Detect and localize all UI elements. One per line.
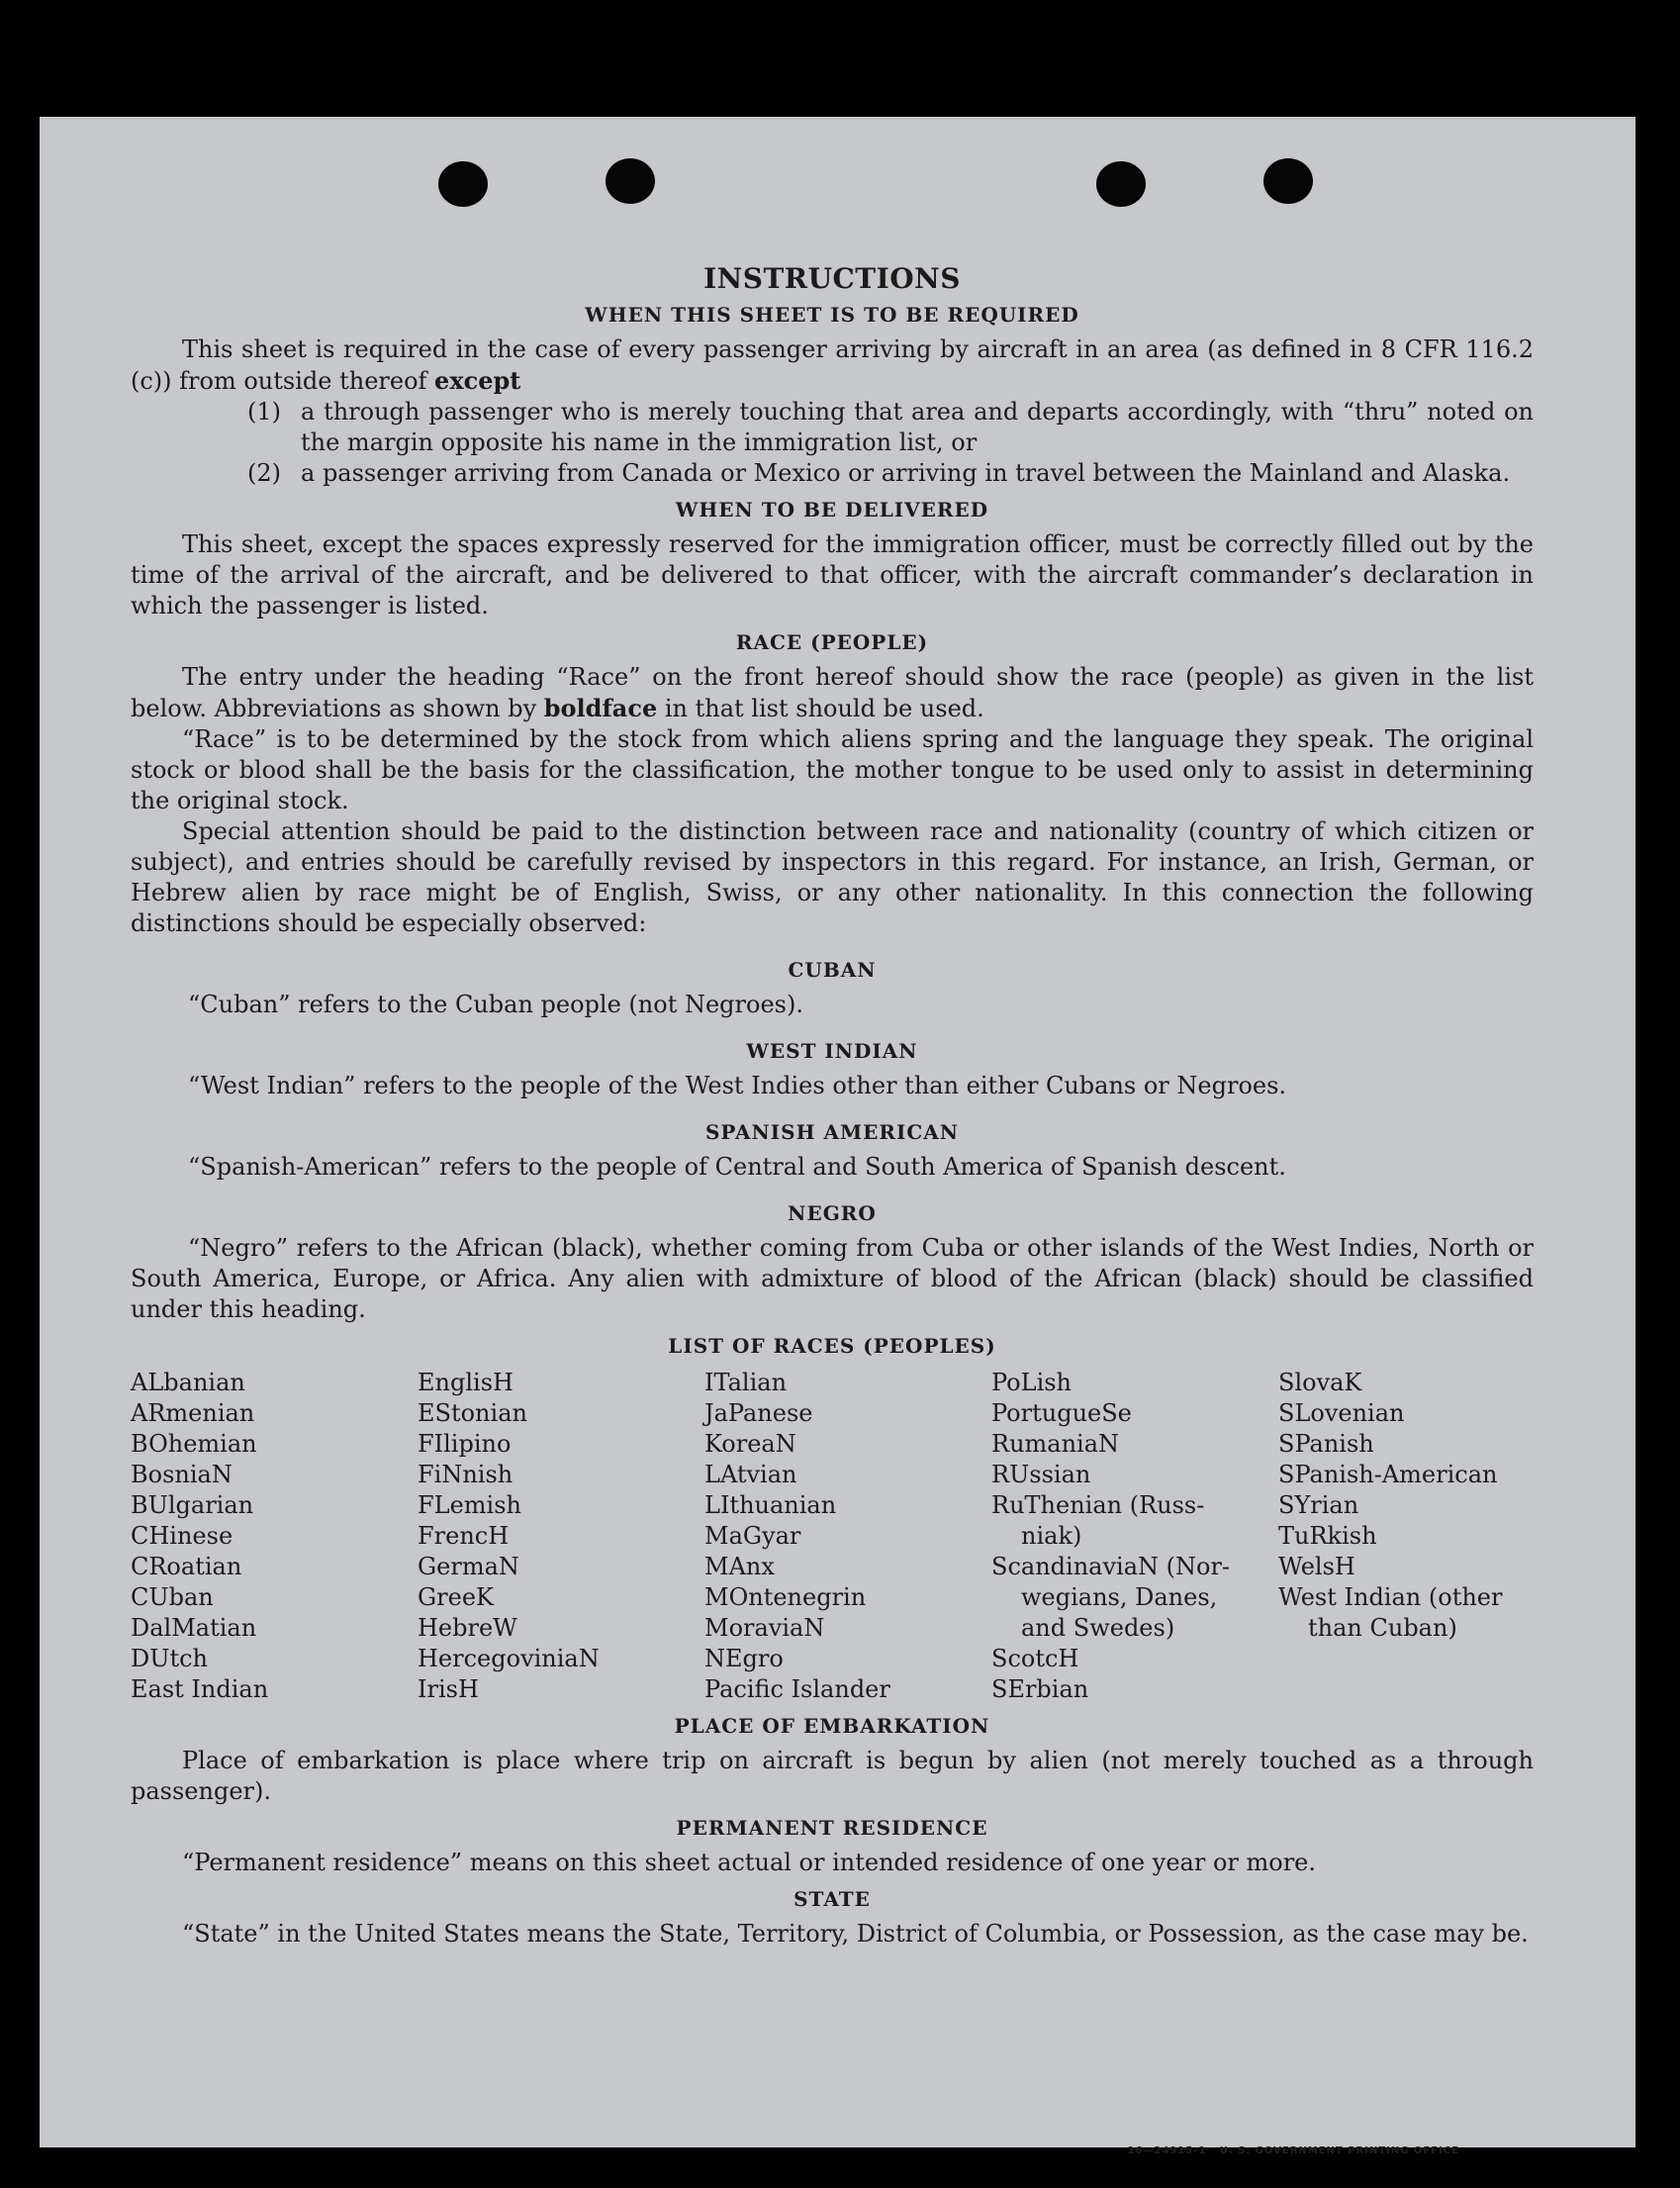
- race-entry: MaGyar: [704, 1522, 801, 1550]
- section-heading-race: RACE (PEOPLE): [735, 630, 929, 654]
- race-entry: ITalian: [704, 1369, 788, 1396]
- race-entry: BUlgarian: [131, 1491, 254, 1519]
- race-entry: GermaN: [418, 1553, 519, 1580]
- section-heading-residence: PERMANENT RESIDENCE: [676, 1816, 988, 1840]
- section-heading-west-indian: WEST INDIAN: [746, 1039, 918, 1063]
- races-list: [131, 1368, 1534, 1705]
- races-column: [1278, 1368, 1534, 1705]
- race-entry: SLovenian: [1278, 1399, 1405, 1427]
- section-heading-embarkation: PLACE OF EMBARKATION: [674, 1714, 990, 1738]
- race-entry: DUtch: [131, 1645, 209, 1672]
- race-entry: BOhemian: [131, 1430, 257, 1458]
- race-entry: MoraviaN: [704, 1614, 825, 1642]
- races-column: [991, 1368, 1278, 1705]
- race-entry: GreeK: [418, 1583, 494, 1611]
- race-entry: WelsH: [1278, 1553, 1355, 1580]
- race-entry: IrisH: [418, 1675, 479, 1703]
- races-column: [418, 1368, 704, 1705]
- section-heading-required: WHEN THIS SHEET IS TO BE REQUIRED: [585, 303, 1079, 327]
- section-heading-delivered: WHEN TO BE DELIVERED: [675, 498, 989, 522]
- race-entry: LAtvian: [704, 1461, 797, 1488]
- race-entry: HercegoviniaN: [418, 1645, 600, 1672]
- race-entry-continued: and Swedes): [1021, 1614, 1175, 1642]
- race-entry: SPanish: [1278, 1430, 1374, 1458]
- race-entry: JaPanese: [704, 1399, 813, 1427]
- printer-imprint: 16—24915-1 U. S. GOVERNMENT PRINTING OFFICE: [1127, 2145, 1459, 2156]
- race-paragraph: “Race” is to be determined by the stock from which aliens spring and the language they speak. The original stock or blood shall be the basis for the classification, the mother tongue to be used only to assist in determining the original stock.: [131, 725, 1534, 814]
- race-entry: ARmenian: [131, 1399, 255, 1427]
- races-column: [131, 1368, 418, 1705]
- cuban-text: “Cuban” refers to the Cuban people (not Negroes).: [188, 991, 803, 1018]
- section-heading-negro: NEGRO: [788, 1201, 877, 1225]
- race-entry: FrencH: [418, 1522, 510, 1550]
- race-entry: SlovaK: [1278, 1369, 1362, 1396]
- race-entry: ScotcH: [991, 1645, 1079, 1672]
- section-heading-races-list: LIST OF RACES (PEOPLES): [668, 1334, 996, 1358]
- residence-text: “Permanent residence” means on this sheet actual or intended residence of one year or more.: [182, 1849, 1316, 1876]
- race-entry-continued: niak): [1021, 1522, 1082, 1550]
- required-intro: This sheet is required in the case of every passenger arriving by aircraft in an area (as defined in 8 CFR 116.2 (c)) from outside thereof except: [131, 335, 1534, 395]
- punch-hole: [1263, 158, 1313, 204]
- race-entry: FiNnish: [418, 1461, 513, 1488]
- race-entry: FLemish: [418, 1491, 521, 1519]
- race-entry: West Indian (other: [1278, 1583, 1503, 1611]
- page-title: INSTRUCTIONS: [703, 262, 961, 295]
- race-entry: PoLish: [991, 1369, 1073, 1396]
- race-entry: East Indian: [131, 1675, 269, 1703]
- race-entry: CUban: [131, 1583, 214, 1611]
- state-text: “State” in the United States means the State, Territory, District of Columbia, or Possession, as the case may be.: [182, 1920, 1529, 1948]
- race-entry: CRoatian: [131, 1553, 242, 1580]
- race-entry: HebreW: [418, 1614, 517, 1642]
- negro-text: “Negro” refers to the African (black), whether coming from Cuba or other islands of the West Indies, North or South America, Europe, or Africa. Any alien with admixture of blood of the African (black) should be classified under this heading.: [131, 1234, 1534, 1323]
- delivered-text: This sheet, except the spaces expressly reserved for the immigration officer, must be correctly filled out by the time of the arrival of the aircraft, and be delivered to that officer, with the aircraft commander’s declaration in which the passenger is listed.: [131, 530, 1534, 619]
- race-entry-continued: than Cuban): [1308, 1614, 1457, 1642]
- punch-hole: [1096, 161, 1146, 207]
- race-entry: FIlipino: [418, 1430, 512, 1458]
- race-entry: RUssian: [991, 1461, 1091, 1488]
- race-paragraph: The entry under the heading “Race” on the front hereof should show the race (people) as given in the list below. Abbreviations as shown by boldface in that list should be used.: [131, 663, 1534, 722]
- race-entry: SYrian: [1278, 1491, 1359, 1519]
- instructions-content: [131, 263, 1534, 1950]
- race-entry: EnglisH: [418, 1369, 513, 1396]
- punch-hole: [438, 161, 488, 207]
- exception-item: (1) a through passenger who is merely touching that area and departs accordingly, with “thru” noted on the margin opposite his name in the immigration list, or: [247, 398, 1534, 456]
- race-entry: Pacific Islander: [704, 1675, 890, 1703]
- race-entry: DalMatian: [131, 1614, 257, 1642]
- section-heading-state: STATE: [793, 1887, 871, 1911]
- instruction-sheet: [40, 117, 1635, 2156]
- race-entry: MOntenegrin: [704, 1583, 867, 1611]
- section-heading-cuban: CUBAN: [788, 958, 877, 982]
- races-column: [704, 1368, 991, 1705]
- race-entry: LIthuanian: [704, 1491, 837, 1519]
- west-indian-text: “West Indian” refers to the people of the West Indies other than either Cubans or Negroes.: [188, 1072, 1287, 1099]
- race-paragraph: Special attention should be paid to the distinction between race and nationality (country of which citizen or subject), and entries should be carefully revised by inspectors in this regard. For instance, an Irish, German, or Hebrew alien by race might be of English, Swiss, or any other nationality. In this connection the following distinctions should be especially observed:: [131, 817, 1534, 937]
- race-entry: CHinese: [131, 1522, 233, 1550]
- embarkation-text: Place of embarkation is place where trip on aircraft is begun by alien (not merely touched as a through passenger).: [131, 1747, 1534, 1805]
- race-entry: ScandinaviaN (Nor-: [991, 1553, 1231, 1580]
- race-entry: TuRkish: [1278, 1522, 1377, 1550]
- race-entry: SPanish-American: [1278, 1461, 1498, 1488]
- race-entry: PortugueSe: [991, 1399, 1132, 1427]
- race-entry: KoreaN: [704, 1430, 796, 1458]
- race-entry: RuThenian (Russ-: [991, 1491, 1205, 1519]
- exception-item: (2) a passenger arriving from Canada or Mexico or arriving in travel between the Mainland and Alaska.: [247, 459, 1511, 487]
- punch-hole: [606, 158, 655, 204]
- race-entry-continued: wegians, Danes,: [1021, 1583, 1218, 1611]
- race-entry: BosniaN: [131, 1461, 233, 1488]
- race-entry: ALbanian: [131, 1369, 245, 1396]
- race-entry: EStonian: [418, 1399, 527, 1427]
- race-entry: MAnx: [704, 1553, 775, 1580]
- race-entry: SErbian: [991, 1675, 1089, 1703]
- race-entry: RumaniaN: [991, 1430, 1120, 1458]
- race-entry: NEgro: [704, 1645, 784, 1672]
- spanish-american-text: “Spanish-American” refers to the people of Central and South America of Spanish descent.: [188, 1153, 1286, 1181]
- section-heading-spanish-american: SPANISH AMERICAN: [704, 1120, 960, 1144]
